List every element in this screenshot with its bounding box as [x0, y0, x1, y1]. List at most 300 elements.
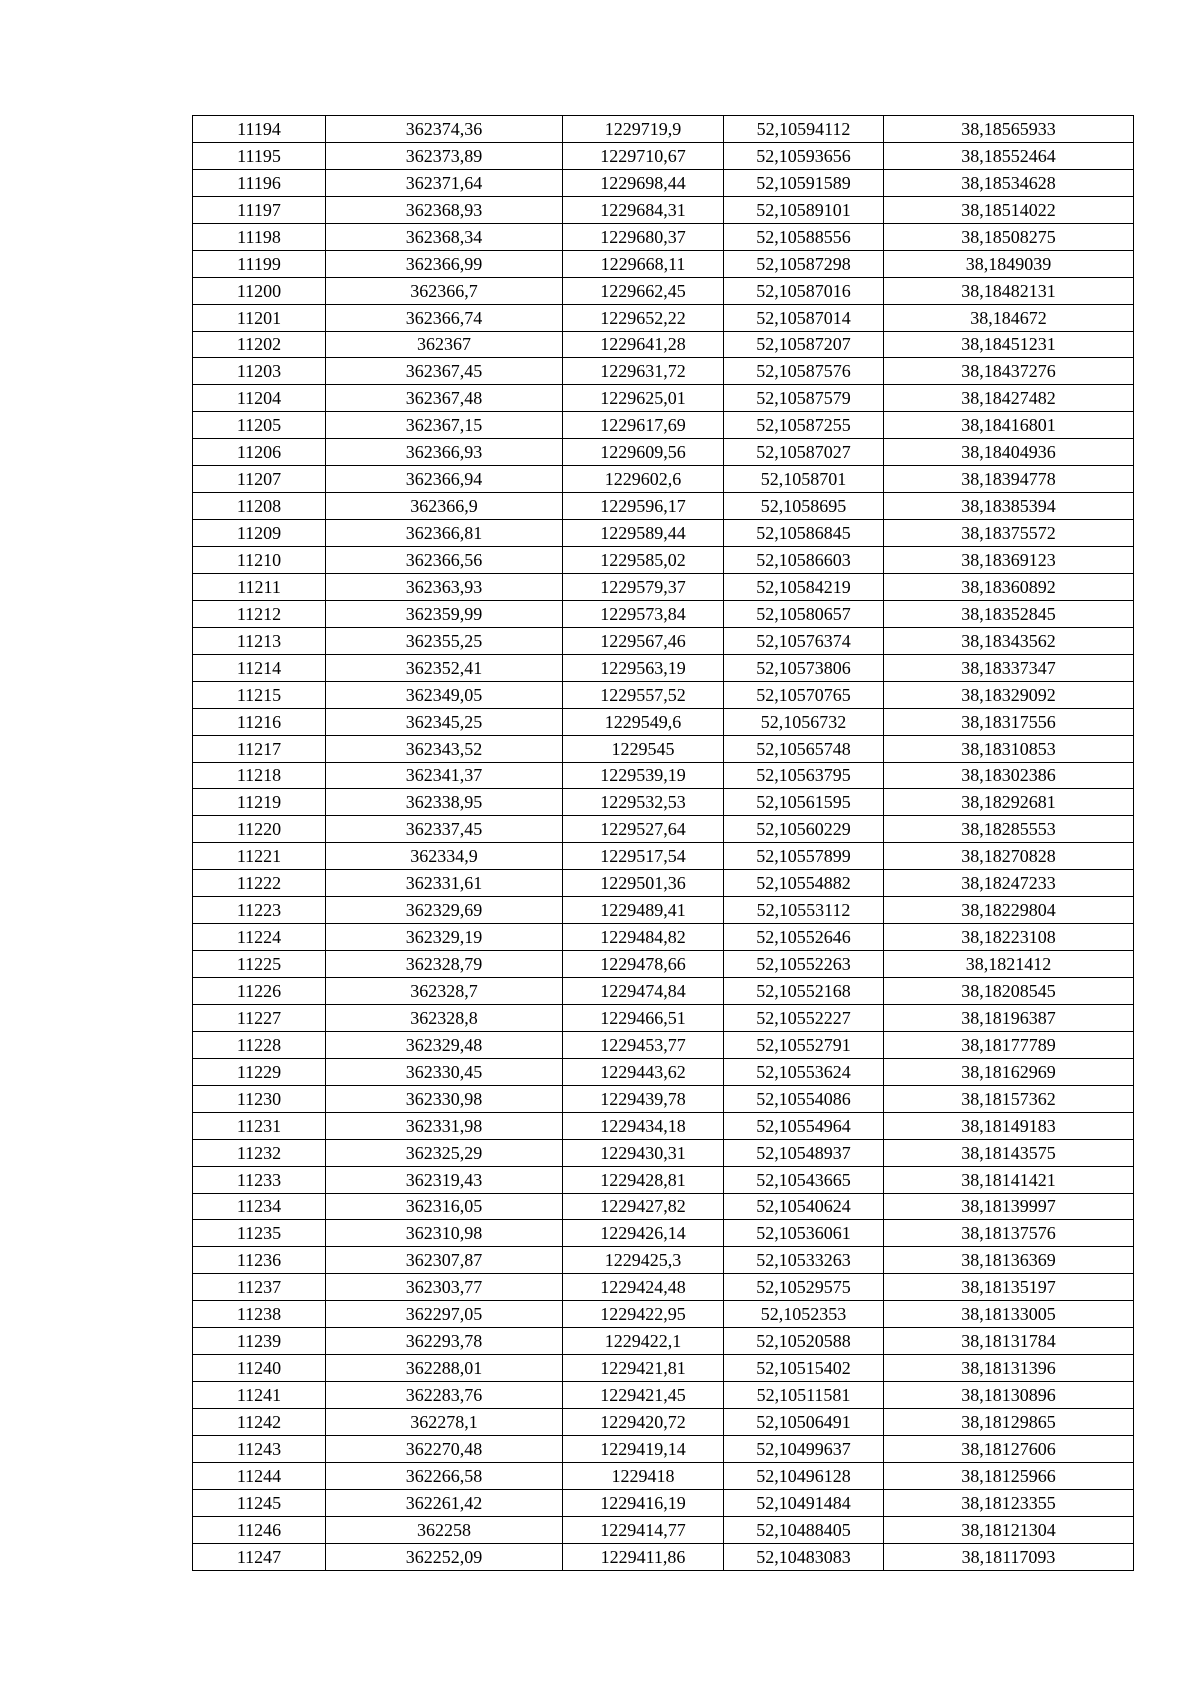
- x-coordinate-cell: 362330,98: [326, 1085, 563, 1112]
- point-number-cell: 11212: [193, 600, 326, 627]
- latitude-cell: 52,10563795: [724, 762, 884, 789]
- table-row: [193, 439, 1134, 466]
- latitude-cell: 52,1052353: [724, 1301, 884, 1328]
- table-row: [193, 870, 1134, 897]
- table-row: [193, 951, 1134, 978]
- point-number-cell: 11243: [193, 1435, 326, 1462]
- table-row: [193, 412, 1134, 439]
- point-number-cell: 11205: [193, 412, 326, 439]
- longitude-cell: 38,18565933: [884, 116, 1134, 143]
- y-coordinate-cell: 1229602,6: [563, 466, 724, 493]
- point-number-cell: 11235: [193, 1220, 326, 1247]
- point-number-cell: 11217: [193, 735, 326, 762]
- point-number-cell: 11223: [193, 897, 326, 924]
- y-coordinate-cell: 1229474,84: [563, 978, 724, 1005]
- x-coordinate-cell: 362366,9: [326, 493, 563, 520]
- point-number-cell: 11194: [193, 116, 326, 143]
- y-coordinate-cell: 1229484,82: [563, 924, 724, 951]
- longitude-cell: 38,18270828: [884, 843, 1134, 870]
- x-coordinate-cell: 362374,36: [326, 116, 563, 143]
- x-coordinate-cell: 362366,81: [326, 520, 563, 547]
- point-number-cell: 11220: [193, 816, 326, 843]
- longitude-cell: 38,1849039: [884, 250, 1134, 277]
- latitude-cell: 52,10587576: [724, 358, 884, 385]
- point-number-cell: 11200: [193, 277, 326, 304]
- longitude-cell: 38,18310853: [884, 735, 1134, 762]
- longitude-cell: 38,18133005: [884, 1301, 1134, 1328]
- x-coordinate-cell: 362366,99: [326, 250, 563, 277]
- point-number-cell: 11226: [193, 978, 326, 1005]
- longitude-cell: 38,18117093: [884, 1543, 1134, 1570]
- longitude-cell: 38,18404936: [884, 439, 1134, 466]
- table-row: [193, 547, 1134, 574]
- table-row: [193, 493, 1134, 520]
- point-number-cell: 11244: [193, 1462, 326, 1489]
- latitude-cell: 52,10536061: [724, 1220, 884, 1247]
- latitude-cell: 52,10483083: [724, 1543, 884, 1570]
- y-coordinate-cell: 1229453,77: [563, 1031, 724, 1058]
- y-coordinate-cell: 1229428,81: [563, 1166, 724, 1193]
- point-number-cell: 11233: [193, 1166, 326, 1193]
- longitude-cell: 38,18329092: [884, 681, 1134, 708]
- latitude-cell: 52,10587207: [724, 331, 884, 358]
- longitude-cell: 38,18285553: [884, 816, 1134, 843]
- latitude-cell: 52,10593656: [724, 142, 884, 169]
- x-coordinate-cell: 362366,7: [326, 277, 563, 304]
- latitude-cell: 52,1056732: [724, 708, 884, 735]
- latitude-cell: 52,10565748: [724, 735, 884, 762]
- table-row: [193, 466, 1134, 493]
- x-coordinate-cell: 362341,37: [326, 762, 563, 789]
- x-coordinate-cell: 362363,93: [326, 573, 563, 600]
- x-coordinate-cell: 362252,09: [326, 1543, 563, 1570]
- longitude-cell: 38,18135197: [884, 1274, 1134, 1301]
- longitude-cell: 38,18508275: [884, 223, 1134, 250]
- x-coordinate-cell: 362316,05: [326, 1193, 563, 1220]
- y-coordinate-cell: 1229652,22: [563, 304, 724, 331]
- longitude-cell: 38,18394778: [884, 466, 1134, 493]
- longitude-cell: 38,18125966: [884, 1462, 1134, 1489]
- longitude-cell: 38,18534628: [884, 169, 1134, 196]
- x-coordinate-cell: 362303,77: [326, 1274, 563, 1301]
- latitude-cell: 52,10499637: [724, 1435, 884, 1462]
- y-coordinate-cell: 1229443,62: [563, 1058, 724, 1085]
- y-coordinate-cell: 1229478,66: [563, 951, 724, 978]
- table-row: [193, 1274, 1134, 1301]
- table-row: [193, 897, 1134, 924]
- longitude-cell: 38,18229804: [884, 897, 1134, 924]
- table-row: [193, 654, 1134, 681]
- point-number-cell: 11239: [193, 1328, 326, 1355]
- x-coordinate-cell: 362330,45: [326, 1058, 563, 1085]
- latitude-cell: 52,10587298: [724, 250, 884, 277]
- y-coordinate-cell: 1229567,46: [563, 627, 724, 654]
- x-coordinate-cell: 362328,7: [326, 978, 563, 1005]
- longitude-cell: 38,18127606: [884, 1435, 1134, 1462]
- longitude-cell: 38,18375572: [884, 520, 1134, 547]
- latitude-cell: 52,10587579: [724, 385, 884, 412]
- point-number-cell: 11196: [193, 169, 326, 196]
- latitude-cell: 52,10488405: [724, 1516, 884, 1543]
- x-coordinate-cell: 362349,05: [326, 681, 563, 708]
- latitude-cell: 52,10586603: [724, 547, 884, 574]
- y-coordinate-cell: 1229680,37: [563, 223, 724, 250]
- latitude-cell: 52,10573806: [724, 654, 884, 681]
- y-coordinate-cell: 1229419,14: [563, 1435, 724, 1462]
- point-number-cell: 11237: [193, 1274, 326, 1301]
- table-row: [193, 331, 1134, 358]
- point-number-cell: 11230: [193, 1085, 326, 1112]
- longitude-cell: 38,18123355: [884, 1489, 1134, 1516]
- table-row: [193, 924, 1134, 951]
- point-number-cell: 11219: [193, 789, 326, 816]
- x-coordinate-cell: 362329,69: [326, 897, 563, 924]
- y-coordinate-cell: 1229609,56: [563, 439, 724, 466]
- longitude-cell: 38,18352845: [884, 600, 1134, 627]
- point-number-cell: 11245: [193, 1489, 326, 1516]
- point-number-cell: 11224: [193, 924, 326, 951]
- y-coordinate-cell: 1229416,19: [563, 1489, 724, 1516]
- point-number-cell: 11227: [193, 1004, 326, 1031]
- latitude-cell: 52,10587255: [724, 412, 884, 439]
- y-coordinate-cell: 1229430,31: [563, 1139, 724, 1166]
- y-coordinate-cell: 1229719,9: [563, 116, 724, 143]
- latitude-cell: 52,10553112: [724, 897, 884, 924]
- x-coordinate-cell: 362261,42: [326, 1489, 563, 1516]
- y-coordinate-cell: 1229418: [563, 1462, 724, 1489]
- x-coordinate-cell: 362325,29: [326, 1139, 563, 1166]
- x-coordinate-cell: 362367: [326, 331, 563, 358]
- latitude-cell: 52,10552168: [724, 978, 884, 1005]
- latitude-cell: 52,10554882: [724, 870, 884, 897]
- table-row: [193, 223, 1134, 250]
- point-number-cell: 11221: [193, 843, 326, 870]
- latitude-cell: 52,10491484: [724, 1489, 884, 1516]
- x-coordinate-cell: 362366,56: [326, 547, 563, 574]
- point-number-cell: 11214: [193, 654, 326, 681]
- latitude-cell: 52,10533263: [724, 1247, 884, 1274]
- y-coordinate-cell: 1229434,18: [563, 1112, 724, 1139]
- x-coordinate-cell: 362373,89: [326, 142, 563, 169]
- y-coordinate-cell: 1229424,48: [563, 1274, 724, 1301]
- y-coordinate-cell: 1229684,31: [563, 196, 724, 223]
- latitude-cell: 52,10587027: [724, 439, 884, 466]
- y-coordinate-cell: 1229698,44: [563, 169, 724, 196]
- point-number-cell: 11197: [193, 196, 326, 223]
- table-row: [193, 1085, 1134, 1112]
- x-coordinate-cell: 362278,1: [326, 1409, 563, 1436]
- point-number-cell: 11240: [193, 1355, 326, 1382]
- point-number-cell: 11229: [193, 1058, 326, 1085]
- latitude-cell: 52,10543665: [724, 1166, 884, 1193]
- table-row: [193, 520, 1134, 547]
- x-coordinate-cell: 362368,93: [326, 196, 563, 223]
- latitude-cell: 52,10576374: [724, 627, 884, 654]
- latitude-cell: 52,10515402: [724, 1355, 884, 1382]
- longitude-cell: 38,18129865: [884, 1409, 1134, 1436]
- latitude-cell: 52,10554964: [724, 1112, 884, 1139]
- point-number-cell: 11206: [193, 439, 326, 466]
- point-number-cell: 11238: [193, 1301, 326, 1328]
- point-number-cell: 11209: [193, 520, 326, 547]
- table-row: [193, 762, 1134, 789]
- table-row: [193, 978, 1134, 1005]
- latitude-cell: 52,10548937: [724, 1139, 884, 1166]
- y-coordinate-cell: 1229426,14: [563, 1220, 724, 1247]
- latitude-cell: 52,10529575: [724, 1274, 884, 1301]
- longitude-cell: 38,18247233: [884, 870, 1134, 897]
- y-coordinate-cell: 1229641,28: [563, 331, 724, 358]
- x-coordinate-cell: 362297,05: [326, 1301, 563, 1328]
- latitude-cell: 52,10587016: [724, 277, 884, 304]
- y-coordinate-cell: 1229414,77: [563, 1516, 724, 1543]
- x-coordinate-cell: 362345,25: [326, 708, 563, 735]
- table-row: [193, 681, 1134, 708]
- x-coordinate-cell: 362359,99: [326, 600, 563, 627]
- point-number-cell: 11195: [193, 142, 326, 169]
- table-row: [193, 1058, 1134, 1085]
- x-coordinate-cell: 362366,93: [326, 439, 563, 466]
- x-coordinate-cell: 362283,76: [326, 1382, 563, 1409]
- table-row: [193, 1112, 1134, 1139]
- y-coordinate-cell: 1229549,6: [563, 708, 724, 735]
- table-row: [193, 1031, 1134, 1058]
- x-coordinate-cell: 362328,8: [326, 1004, 563, 1031]
- x-coordinate-cell: 362266,58: [326, 1462, 563, 1489]
- y-coordinate-cell: 1229668,11: [563, 250, 724, 277]
- x-coordinate-cell: 362367,48: [326, 385, 563, 412]
- point-number-cell: 11234: [193, 1193, 326, 1220]
- longitude-cell: 38,18130896: [884, 1382, 1134, 1409]
- x-coordinate-cell: 362367,15: [326, 412, 563, 439]
- y-coordinate-cell: 1229573,84: [563, 600, 724, 627]
- y-coordinate-cell: 1229421,81: [563, 1355, 724, 1382]
- x-coordinate-cell: 362338,95: [326, 789, 563, 816]
- coordinates-table: [192, 115, 1134, 1571]
- latitude-cell: 52,10586845: [724, 520, 884, 547]
- x-coordinate-cell: 362329,48: [326, 1031, 563, 1058]
- point-number-cell: 11231: [193, 1112, 326, 1139]
- point-number-cell: 11213: [193, 627, 326, 654]
- point-number-cell: 11216: [193, 708, 326, 735]
- longitude-cell: 38,18385394: [884, 493, 1134, 520]
- x-coordinate-cell: 362288,01: [326, 1355, 563, 1382]
- x-coordinate-cell: 362367,45: [326, 358, 563, 385]
- point-number-cell: 11204: [193, 385, 326, 412]
- longitude-cell: 38,18552464: [884, 142, 1134, 169]
- latitude-cell: 52,1058695: [724, 493, 884, 520]
- table-row: [193, 277, 1134, 304]
- x-coordinate-cell: 362352,41: [326, 654, 563, 681]
- point-number-cell: 11218: [193, 762, 326, 789]
- x-coordinate-cell: 362337,45: [326, 816, 563, 843]
- x-coordinate-cell: 362328,79: [326, 951, 563, 978]
- y-coordinate-cell: 1229563,19: [563, 654, 724, 681]
- longitude-cell: 38,18149183: [884, 1112, 1134, 1139]
- y-coordinate-cell: 1229631,72: [563, 358, 724, 385]
- x-coordinate-cell: 362258: [326, 1516, 563, 1543]
- table-row: [193, 573, 1134, 600]
- point-number-cell: 11242: [193, 1409, 326, 1436]
- table-row: [193, 1409, 1134, 1436]
- y-coordinate-cell: 1229439,78: [563, 1085, 724, 1112]
- latitude-cell: 52,10506491: [724, 1409, 884, 1436]
- longitude-cell: 38,18302386: [884, 762, 1134, 789]
- latitude-cell: 52,10540624: [724, 1193, 884, 1220]
- y-coordinate-cell: 1229425,3: [563, 1247, 724, 1274]
- table-row: [193, 627, 1134, 654]
- point-number-cell: 11232: [193, 1139, 326, 1166]
- longitude-cell: 38,18121304: [884, 1516, 1134, 1543]
- point-number-cell: 11241: [193, 1382, 326, 1409]
- x-coordinate-cell: 362366,74: [326, 304, 563, 331]
- table-row: [193, 196, 1134, 223]
- table-row: [193, 1382, 1134, 1409]
- x-coordinate-cell: 362307,87: [326, 1247, 563, 1274]
- longitude-cell: 38,18360892: [884, 573, 1134, 600]
- longitude-cell: 38,18141421: [884, 1166, 1134, 1193]
- table-row: [193, 1355, 1134, 1382]
- y-coordinate-cell: 1229596,17: [563, 493, 724, 520]
- table-row: [193, 708, 1134, 735]
- table-row: [193, 600, 1134, 627]
- point-number-cell: 11215: [193, 681, 326, 708]
- point-number-cell: 11247: [193, 1543, 326, 1570]
- latitude-cell: 52,10554086: [724, 1085, 884, 1112]
- x-coordinate-cell: 362371,64: [326, 169, 563, 196]
- latitude-cell: 52,10496128: [724, 1462, 884, 1489]
- x-coordinate-cell: 362331,61: [326, 870, 563, 897]
- point-number-cell: 11203: [193, 358, 326, 385]
- point-number-cell: 11210: [193, 547, 326, 574]
- longitude-cell: 38,18131396: [884, 1355, 1134, 1382]
- table-row: [193, 116, 1134, 143]
- latitude-cell: 52,10553624: [724, 1058, 884, 1085]
- latitude-cell: 52,10552791: [724, 1031, 884, 1058]
- y-coordinate-cell: 1229585,02: [563, 547, 724, 574]
- longitude-cell: 38,18136369: [884, 1247, 1134, 1274]
- latitude-cell: 52,10591589: [724, 169, 884, 196]
- longitude-cell: 38,18177789: [884, 1031, 1134, 1058]
- latitude-cell: 52,10552646: [724, 924, 884, 951]
- y-coordinate-cell: 1229422,1: [563, 1328, 724, 1355]
- latitude-cell: 52,10552227: [724, 1004, 884, 1031]
- x-coordinate-cell: 362270,48: [326, 1435, 563, 1462]
- latitude-cell: 52,10557899: [724, 843, 884, 870]
- point-number-cell: 11228: [193, 1031, 326, 1058]
- latitude-cell: 52,10588556: [724, 223, 884, 250]
- table-row: [193, 1435, 1134, 1462]
- latitude-cell: 52,10587014: [724, 304, 884, 331]
- table-row: [193, 1247, 1134, 1274]
- y-coordinate-cell: 1229420,72: [563, 1409, 724, 1436]
- longitude-cell: 38,18139997: [884, 1193, 1134, 1220]
- table-row: [193, 1516, 1134, 1543]
- table-row: [193, 816, 1134, 843]
- longitude-cell: 38,18337347: [884, 654, 1134, 681]
- latitude-cell: 52,1058701: [724, 466, 884, 493]
- point-number-cell: 11225: [193, 951, 326, 978]
- x-coordinate-cell: 362329,19: [326, 924, 563, 951]
- y-coordinate-cell: 1229466,51: [563, 1004, 724, 1031]
- table-row: [193, 1543, 1134, 1570]
- y-coordinate-cell: 1229411,86: [563, 1543, 724, 1570]
- table-row: [193, 1328, 1134, 1355]
- x-coordinate-cell: 362319,43: [326, 1166, 563, 1193]
- longitude-cell: 38,1821412: [884, 951, 1134, 978]
- longitude-cell: 38,18482131: [884, 277, 1134, 304]
- latitude-cell: 52,10589101: [724, 196, 884, 223]
- longitude-cell: 38,184672: [884, 304, 1134, 331]
- longitude-cell: 38,18343562: [884, 627, 1134, 654]
- y-coordinate-cell: 1229501,36: [563, 870, 724, 897]
- longitude-cell: 38,18157362: [884, 1085, 1134, 1112]
- y-coordinate-cell: 1229527,64: [563, 816, 724, 843]
- longitude-cell: 38,18416801: [884, 412, 1134, 439]
- longitude-cell: 38,18137576: [884, 1220, 1134, 1247]
- longitude-cell: 38,18208545: [884, 978, 1134, 1005]
- point-number-cell: 11198: [193, 223, 326, 250]
- point-number-cell: 11208: [193, 493, 326, 520]
- latitude-cell: 52,10520588: [724, 1328, 884, 1355]
- table-row: [193, 843, 1134, 870]
- table-row: [193, 1166, 1134, 1193]
- table-row: [193, 385, 1134, 412]
- coordinates-table-body: [193, 116, 1134, 1571]
- latitude-cell: 52,10511581: [724, 1382, 884, 1409]
- point-number-cell: 11199: [193, 250, 326, 277]
- table-row: [193, 789, 1134, 816]
- latitude-cell: 52,10584219: [724, 573, 884, 600]
- x-coordinate-cell: 362293,78: [326, 1328, 563, 1355]
- point-number-cell: 11207: [193, 466, 326, 493]
- y-coordinate-cell: 1229589,44: [563, 520, 724, 547]
- x-coordinate-cell: 362368,34: [326, 223, 563, 250]
- y-coordinate-cell: 1229662,45: [563, 277, 724, 304]
- table-row: [193, 1220, 1134, 1247]
- point-number-cell: 11236: [193, 1247, 326, 1274]
- longitude-cell: 38,18369123: [884, 547, 1134, 574]
- table-row: [193, 1462, 1134, 1489]
- longitude-cell: 38,18131784: [884, 1328, 1134, 1355]
- point-number-cell: 11211: [193, 573, 326, 600]
- longitude-cell: 38,18437276: [884, 358, 1134, 385]
- x-coordinate-cell: 362334,9: [326, 843, 563, 870]
- table-row: [193, 735, 1134, 762]
- longitude-cell: 38,18427482: [884, 385, 1134, 412]
- x-coordinate-cell: 362331,98: [326, 1112, 563, 1139]
- longitude-cell: 38,18317556: [884, 708, 1134, 735]
- latitude-cell: 52,10552263: [724, 951, 884, 978]
- y-coordinate-cell: 1229539,19: [563, 762, 724, 789]
- point-number-cell: 11246: [193, 1516, 326, 1543]
- x-coordinate-cell: 362343,52: [326, 735, 563, 762]
- point-number-cell: 11201: [193, 304, 326, 331]
- y-coordinate-cell: 1229557,52: [563, 681, 724, 708]
- latitude-cell: 52,10561595: [724, 789, 884, 816]
- longitude-cell: 38,18223108: [884, 924, 1134, 951]
- x-coordinate-cell: 362366,94: [326, 466, 563, 493]
- table-row: [193, 1004, 1134, 1031]
- table-row: [193, 358, 1134, 385]
- table-row: [193, 169, 1134, 196]
- longitude-cell: 38,18451231: [884, 331, 1134, 358]
- table-row: [193, 1193, 1134, 1220]
- y-coordinate-cell: 1229427,82: [563, 1193, 724, 1220]
- y-coordinate-cell: 1229579,37: [563, 573, 724, 600]
- latitude-cell: 52,10560229: [724, 816, 884, 843]
- longitude-cell: 38,18143575: [884, 1139, 1134, 1166]
